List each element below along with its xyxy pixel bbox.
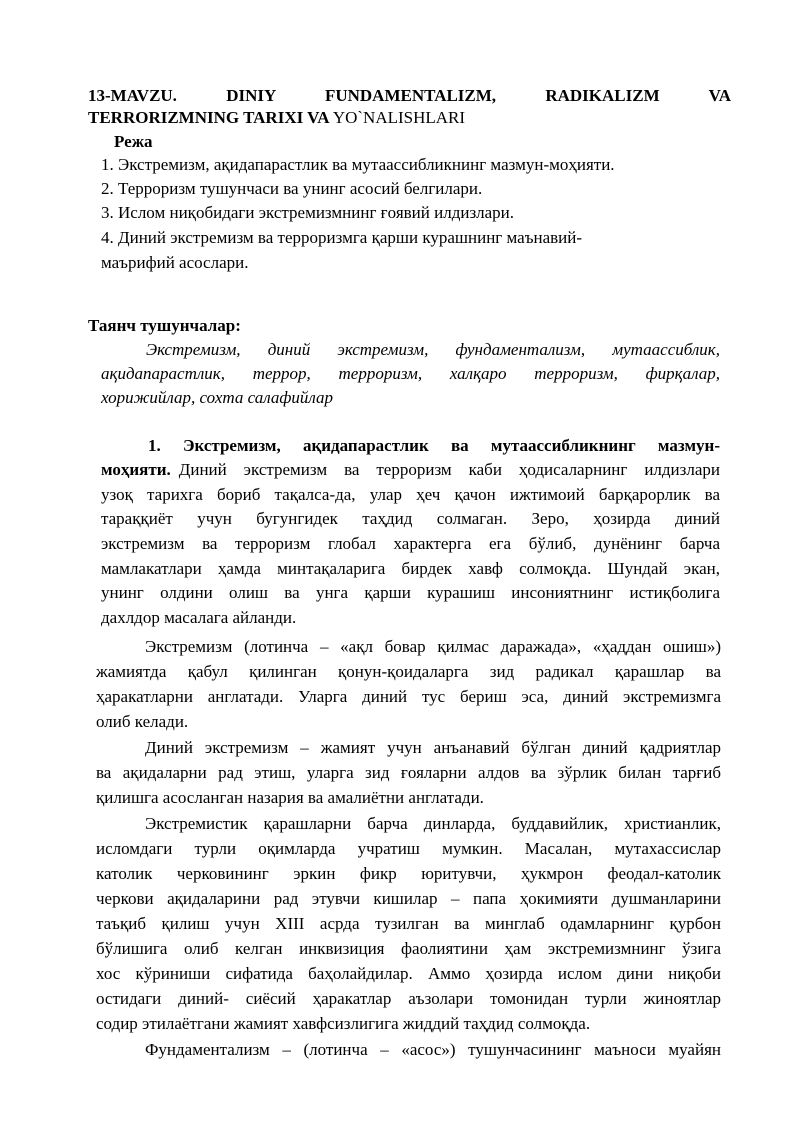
section-text-line: тараққиёт учун бугунгидек таҳдид солмаган. Зеро, ҳозирда диний <box>101 509 720 528</box>
paragraph-line: Экстремистик қарашларни барча динларда, буддавийлик, христианлик, <box>145 814 721 833</box>
plan-item: 3. Ислом ниқобидаги экстремизмнинг ғоявий илдизлари. <box>101 203 515 222</box>
paragraph-line: олиб келади. <box>96 712 189 731</box>
paragraph-line: Экстремизм (лотинча – «ақл бовар қилмас даражада», «ҳаддан ошиш») <box>145 637 721 656</box>
paragraph-line: бўлишига олиб келган инквизиция фаолиятини ҳам экстремизмнинг ўзига <box>96 939 721 958</box>
key-concepts-line: ақидапарастлик, террор, терроризм, халқаро терроризм, фирқалар, <box>101 364 720 383</box>
paragraph-line: исломдаги турли оқимларда учратиш мумкин. Масалан, мутахассислар <box>96 839 721 858</box>
section-heading-line-1: 1. Экстремизм, ақидапарастлик ва мутаассибликнинг мазмун- <box>148 436 720 455</box>
section-text-line: дахлдор масалага айланди. <box>101 608 297 627</box>
plan-item: 4. Диний экстремизм ва терроризмга қарши курашнинг маънавий- <box>101 228 583 247</box>
section-text-line: унинг олдини олиш ва унга қарши курашиш инсониятнинг истиқболига <box>101 583 720 602</box>
paragraph-line: қилишга асосланган назария ва амалиётни англатади. <box>96 788 484 807</box>
plan-item: маърифий асослари. <box>101 253 249 272</box>
plan-item: 1. Экстремизм, ақидапарастлик ва мутаассибликнинг мазмун-моҳияти. <box>101 155 615 174</box>
section-text-line: Диний экстремизм ва терроризм каби ҳодисаларнинг илдизлари <box>178 460 720 479</box>
paragraph-line: жамиятда қабул қилинган қонун-қоидаларга зид радикал қарашлар ва <box>96 662 721 681</box>
paragraph-line: хос кўриниши сифатида баҳолайдилар. Аммо ҳозирда ислом дини ниқоби <box>96 964 721 983</box>
key-concepts-line: Экстремизм, диний экстремизм, фундаментализм, мутаассиблик, <box>146 340 720 359</box>
section-text-line: узоқ тарихга бориб тақалса-да, улар ҳеч қачон ижтимоий барқарорлик ва <box>101 485 720 504</box>
paragraph-line: Диний экстремизм – жамият учун анъанавий бўлган диний қадриятлар <box>145 738 721 757</box>
paragraph-line: содир этилаётгани жамият хавфсизлигига жиддий таҳдид солмоқда. <box>96 1014 591 1033</box>
plan-heading: Режа <box>114 132 153 151</box>
title-line-2-normal: YO`NALISHLARI <box>332 108 466 127</box>
paragraph-line: ҳаракатларни англатади. Уларга диний тус бериш эса, диний экстремизмга <box>96 687 721 706</box>
section-heading-line-2 <box>101 458 720 482</box>
paragraph-line: католик черковининг эркин фикр юритувчи, ҳукмрон феодал-католик <box>96 864 721 883</box>
section-text-line: экстремизм ва терроризм глобал характерга ега бўлиб, дунёнинг барча <box>101 534 720 553</box>
paragraph-line: ва ақидаларни рад этиш, уларга зид ғояларни алдов ва зўрлик билан тарғиб <box>96 763 721 782</box>
paragraph-line: черкови ақидаларини рад этувчи кишилар – папа ҳокимияти душманларини <box>96 889 721 908</box>
title-line-1: 13-MAVZU. DINIY FUNDAMENTALIZM, RADIKALIZM VA <box>88 86 731 105</box>
key-concepts-line: хорижийлар, сохта салафийлар <box>101 388 334 407</box>
paragraph-line: остидаги диний- сиёсий ҳаракатлар аъзолари томонидан турли жиноятлар <box>96 989 721 1008</box>
section-heading-bold: моҳияти. <box>101 460 171 479</box>
paragraph-line: Фундаментализм – (лотинча – «асос») тушунчасининг маъноси муайян <box>145 1040 721 1059</box>
plan-item: 2. Терроризм тушунчаси ва унинг асосий белгилари. <box>101 179 483 198</box>
title-line-2-bold: TERRORIZMNING TARIXI VA <box>88 108 333 127</box>
paragraph-line: таъқиб қилиш учун XIII асрда тузилган ва минглаб одамларнинг қурбон <box>96 914 721 933</box>
title-line-2 <box>88 106 465 130</box>
key-concepts-heading: Таянч тушунчалар: <box>88 316 241 335</box>
section-text-line: мамлакатлари ҳамда минтақаларига бирдек хавф солмоқда. Шундай экан, <box>101 559 720 578</box>
